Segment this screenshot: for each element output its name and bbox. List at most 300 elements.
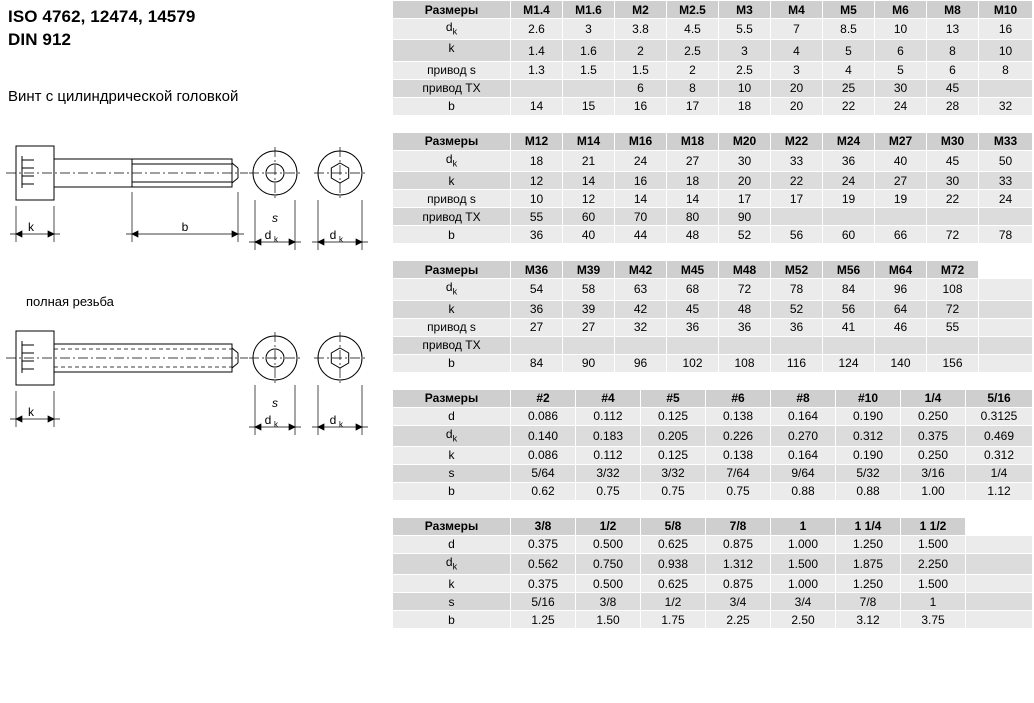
col-header: M22 xyxy=(771,132,823,150)
cell: 52 xyxy=(771,300,823,318)
cell: 1.875 xyxy=(836,553,901,574)
cell: 116 xyxy=(771,354,823,372)
cell: 0.138 xyxy=(706,407,771,425)
cell: 20 xyxy=(771,97,823,115)
row-header: привод s xyxy=(393,190,511,208)
cell: 0.112 xyxy=(576,446,641,464)
row-header: b xyxy=(393,482,511,500)
cell: 0.164 xyxy=(771,446,836,464)
cell: 0.500 xyxy=(576,575,641,593)
row-header: b xyxy=(393,611,511,629)
cell: 3 xyxy=(563,19,615,40)
cell: 50 xyxy=(979,150,1033,171)
row-header: k xyxy=(393,172,511,190)
table-row xyxy=(393,354,1033,372)
row-header: привод TX xyxy=(393,208,511,226)
cell: 16 xyxy=(615,97,667,115)
cell xyxy=(771,208,823,226)
table-header-row xyxy=(393,517,1033,535)
cell-empty xyxy=(979,354,1033,372)
table-row xyxy=(393,97,1033,115)
cell: 2.25 xyxy=(706,611,771,629)
col-header: M33 xyxy=(979,132,1033,150)
cell: 24 xyxy=(823,172,875,190)
cell: 80 xyxy=(667,208,719,226)
svg-text:k: k xyxy=(339,235,343,244)
cell: 36 xyxy=(719,318,771,336)
row-header: $d_k$ xyxy=(393,19,511,40)
cell: 0.875 xyxy=(706,575,771,593)
page-title xyxy=(8,6,195,52)
cell-empty xyxy=(966,611,1033,629)
col-header: Размеры xyxy=(393,517,511,535)
cell: 1.250 xyxy=(836,535,901,553)
cell: 96 xyxy=(875,279,927,300)
cell: 0.750 xyxy=(576,553,641,574)
cell: 0.75 xyxy=(706,482,771,500)
cell: 19 xyxy=(875,190,927,208)
cell: 2.50 xyxy=(771,611,836,629)
cell: 42 xyxy=(615,300,667,318)
cell xyxy=(875,208,927,226)
cell: 3.75 xyxy=(901,611,966,629)
svg-text:b: b xyxy=(181,220,189,234)
cell: 124 xyxy=(823,354,875,372)
svg-text:k: k xyxy=(274,420,278,429)
cell: 0.500 xyxy=(576,535,641,553)
col-header-empty xyxy=(979,261,1033,279)
cell: 3/32 xyxy=(576,464,641,482)
cell: 13 xyxy=(927,19,979,40)
cell: 4.5 xyxy=(667,19,719,40)
col-header: #4 xyxy=(576,389,641,407)
cell: 0.469 xyxy=(966,425,1033,446)
page-subtitle: Винт с цилиндрической головкой xyxy=(8,88,239,105)
screw-drawing-partial-thread xyxy=(0,130,390,270)
cell: 3/16 xyxy=(901,464,966,482)
cell-empty xyxy=(979,318,1033,336)
svg-text:k: k xyxy=(28,220,34,234)
cell-empty xyxy=(979,300,1033,318)
col-header: #10 xyxy=(836,389,901,407)
cell: 0.625 xyxy=(641,535,706,553)
cell-empty xyxy=(979,279,1033,300)
cell: 25 xyxy=(823,79,875,97)
cell: 1 xyxy=(901,593,966,611)
cell: 0.086 xyxy=(511,407,576,425)
cell: 0.3125 xyxy=(966,407,1033,425)
cell: 0.270 xyxy=(771,425,836,446)
cell: 63 xyxy=(615,279,667,300)
cell: 18 xyxy=(719,97,771,115)
cell: 1.3 xyxy=(511,61,563,79)
cell: 2.5 xyxy=(719,61,771,79)
table-row xyxy=(393,336,1033,354)
cell: 0.250 xyxy=(901,446,966,464)
table-row xyxy=(393,425,1033,446)
cell: 156 xyxy=(927,354,979,372)
cell: 12 xyxy=(511,172,563,190)
cell: 1.6 xyxy=(563,40,615,61)
row-header: привод s xyxy=(393,61,511,79)
table-row xyxy=(393,575,1033,593)
cell: 40 xyxy=(563,226,615,244)
cell: 17 xyxy=(771,190,823,208)
cell: 45 xyxy=(667,300,719,318)
title-line-1: ISO 4762, 12474, 14579 xyxy=(8,7,196,26)
cell: 39 xyxy=(563,300,615,318)
col-header: M6 xyxy=(875,1,927,19)
col-header: 5/8 xyxy=(641,517,706,535)
cell: 0.164 xyxy=(771,407,836,425)
cell: 21 xyxy=(563,150,615,171)
cell: 32 xyxy=(615,318,667,336)
cell: 68 xyxy=(667,279,719,300)
row-header: привод TX xyxy=(393,336,511,354)
cell: 2.6 xyxy=(511,19,563,40)
cell: 1.25 xyxy=(511,611,576,629)
col-header: 1 1/2 xyxy=(901,517,966,535)
table-row xyxy=(393,446,1033,464)
cell: 10 xyxy=(875,19,927,40)
col-header: M72 xyxy=(927,261,979,279)
col-header: M2 xyxy=(615,1,667,19)
cell: 22 xyxy=(823,97,875,115)
cell: 55 xyxy=(927,318,979,336)
dimension-table-imperial-large xyxy=(392,517,1033,629)
cell: 36 xyxy=(823,150,875,171)
screw-drawing-full-thread xyxy=(0,315,390,445)
cell: 30 xyxy=(875,79,927,97)
col-header: M10 xyxy=(979,1,1033,19)
row-header: d xyxy=(393,535,511,553)
cell: 16 xyxy=(615,172,667,190)
cell: 48 xyxy=(667,226,719,244)
svg-text:k: k xyxy=(339,420,343,429)
table-row xyxy=(393,79,1033,97)
cell: 19 xyxy=(823,190,875,208)
cell: 55 xyxy=(511,208,563,226)
cell: 0.086 xyxy=(511,446,576,464)
cell: 10 xyxy=(719,79,771,97)
cell: 17 xyxy=(667,97,719,115)
cell: 0.250 xyxy=(901,407,966,425)
col-header: #5 xyxy=(641,389,706,407)
cell: 4 xyxy=(771,40,823,61)
dimension-table-metric-small xyxy=(392,0,1033,116)
cell: 0.938 xyxy=(641,553,706,574)
cell: 0.375 xyxy=(511,535,576,553)
cell: 90 xyxy=(563,354,615,372)
cell: 70 xyxy=(615,208,667,226)
col-header: 5/16 xyxy=(966,389,1033,407)
cell: 54 xyxy=(511,279,563,300)
col-header: M24 xyxy=(823,132,875,150)
cell: 28 xyxy=(927,97,979,115)
cell xyxy=(979,79,1033,97)
cell-empty xyxy=(719,336,771,354)
row-header: b xyxy=(393,97,511,115)
cell: 27 xyxy=(511,318,563,336)
dimension-table-metric-medium xyxy=(392,132,1033,244)
cell: 5/64 xyxy=(511,464,576,482)
cell: 24 xyxy=(615,150,667,171)
cell-empty xyxy=(927,336,979,354)
col-header: M5 xyxy=(823,1,875,19)
cell: 108 xyxy=(927,279,979,300)
table-row xyxy=(393,464,1033,482)
cell: 58 xyxy=(563,279,615,300)
svg-text:s: s xyxy=(272,396,278,410)
cell: 0.140 xyxy=(511,425,576,446)
cell-empty xyxy=(979,336,1033,354)
cell: 0.205 xyxy=(641,425,706,446)
cell: 27 xyxy=(563,318,615,336)
cell: 66 xyxy=(875,226,927,244)
cell: 14 xyxy=(511,97,563,115)
col-header: M18 xyxy=(667,132,719,150)
cell: 0.112 xyxy=(576,407,641,425)
col-header: M20 xyxy=(719,132,771,150)
cell: 17 xyxy=(719,190,771,208)
cell: 14 xyxy=(667,190,719,208)
row-header: $d_k$ xyxy=(393,425,511,446)
dimension-tables xyxy=(392,0,1034,645)
cell: 3/4 xyxy=(771,593,836,611)
col-header: #8 xyxy=(771,389,836,407)
cell-empty xyxy=(966,535,1033,553)
cell: 36 xyxy=(771,318,823,336)
cell: 72 xyxy=(927,300,979,318)
col-header: M16 xyxy=(615,132,667,150)
cell: 0.312 xyxy=(836,425,901,446)
table-row xyxy=(393,190,1033,208)
col-header: 1 1/4 xyxy=(836,517,901,535)
row-header: s xyxy=(393,464,511,482)
cell: 46 xyxy=(875,318,927,336)
cell: 3 xyxy=(771,61,823,79)
col-header: M52 xyxy=(771,261,823,279)
table-row xyxy=(393,172,1033,190)
cell: 45 xyxy=(927,150,979,171)
cell: 1.00 xyxy=(901,482,966,500)
col-header: M36 xyxy=(511,261,563,279)
cell: 8 xyxy=(979,61,1033,79)
cell: 64 xyxy=(875,300,927,318)
cell: 20 xyxy=(771,79,823,97)
cell: 60 xyxy=(563,208,615,226)
row-header: k xyxy=(393,575,511,593)
cell: 27 xyxy=(875,172,927,190)
cell: 0.183 xyxy=(576,425,641,446)
cell-empty xyxy=(615,336,667,354)
cell: 78 xyxy=(771,279,823,300)
cell: 5/16 xyxy=(511,593,576,611)
row-header: d xyxy=(393,407,511,425)
cell-empty xyxy=(966,575,1033,593)
cell: 1.12 xyxy=(966,482,1033,500)
cell: 1.000 xyxy=(771,575,836,593)
col-header: M1.4 xyxy=(511,1,563,19)
col-header: M1.6 xyxy=(563,1,615,19)
cell-empty xyxy=(823,336,875,354)
cell: 140 xyxy=(875,354,927,372)
cell: 1/2 xyxy=(641,593,706,611)
cell xyxy=(563,79,615,97)
cell-empty xyxy=(771,336,823,354)
svg-text:d: d xyxy=(264,228,272,242)
cell: 1.75 xyxy=(641,611,706,629)
cell: 24 xyxy=(875,97,927,115)
cell: 1.5 xyxy=(615,61,667,79)
cell: 0.375 xyxy=(511,575,576,593)
table-row xyxy=(393,593,1033,611)
cell: 1.000 xyxy=(771,535,836,553)
cell: 2.250 xyxy=(901,553,966,574)
table-row xyxy=(393,482,1033,500)
col-header: M14 xyxy=(563,132,615,150)
cell xyxy=(927,208,979,226)
cell: 5.5 xyxy=(719,19,771,40)
cell: 27 xyxy=(667,150,719,171)
table-row xyxy=(393,208,1033,226)
cell: 5/32 xyxy=(836,464,901,482)
cell: 7 xyxy=(771,19,823,40)
cell: 56 xyxy=(823,300,875,318)
cell xyxy=(511,79,563,97)
cell: 14 xyxy=(563,172,615,190)
cell: 30 xyxy=(719,150,771,171)
col-header: #6 xyxy=(706,389,771,407)
cell: 0.62 xyxy=(511,482,576,500)
cell: 0.138 xyxy=(706,446,771,464)
row-header: k xyxy=(393,300,511,318)
cell: 3.8 xyxy=(615,19,667,40)
cell: 1.50 xyxy=(576,611,641,629)
cell: 0.875 xyxy=(706,535,771,553)
cell: 24 xyxy=(979,190,1033,208)
cell-empty xyxy=(667,336,719,354)
cell-empty xyxy=(563,336,615,354)
col-header: M42 xyxy=(615,261,667,279)
svg-text:s: s xyxy=(272,211,278,225)
cell: 4 xyxy=(823,61,875,79)
cell: 3 xyxy=(719,40,771,61)
cell: 12 xyxy=(563,190,615,208)
cell: 1.4 xyxy=(511,40,563,61)
table-header-row xyxy=(393,132,1033,150)
table-row xyxy=(393,318,1033,336)
col-header: Размеры xyxy=(393,132,511,150)
cell: 0.625 xyxy=(641,575,706,593)
cell: 5 xyxy=(823,40,875,61)
cell: 1.500 xyxy=(771,553,836,574)
row-header: $d_k$ xyxy=(393,150,511,171)
col-header: 1/2 xyxy=(576,517,641,535)
row-header: b xyxy=(393,226,511,244)
row-header: привод s xyxy=(393,318,511,336)
svg-text:k: k xyxy=(28,405,34,419)
cell: 10 xyxy=(979,40,1033,61)
cell: 22 xyxy=(927,190,979,208)
dimension-table-metric-large xyxy=(392,260,1033,372)
cell: 7/8 xyxy=(836,593,901,611)
cell: 2 xyxy=(615,40,667,61)
cell: 1.500 xyxy=(901,575,966,593)
col-header: M56 xyxy=(823,261,875,279)
cell: 14 xyxy=(615,190,667,208)
cell: 56 xyxy=(771,226,823,244)
cell: 96 xyxy=(615,354,667,372)
cell: 5 xyxy=(875,61,927,79)
col-header: Размеры xyxy=(393,389,511,407)
col-header: M3 xyxy=(719,1,771,19)
row-header: s xyxy=(393,593,511,611)
cell: 52 xyxy=(719,226,771,244)
cell: 84 xyxy=(823,279,875,300)
svg-text:d: d xyxy=(264,413,272,427)
cell: 3/8 xyxy=(576,593,641,611)
cell: 7/64 xyxy=(706,464,771,482)
cell: 18 xyxy=(667,172,719,190)
col-header: M12 xyxy=(511,132,563,150)
cell: 45 xyxy=(927,79,979,97)
col-header: M27 xyxy=(875,132,927,150)
cell: 1.250 xyxy=(836,575,901,593)
cell: 40 xyxy=(875,150,927,171)
left-column xyxy=(0,0,390,703)
cell: 0.562 xyxy=(511,553,576,574)
table-row xyxy=(393,226,1033,244)
cell: 36 xyxy=(511,300,563,318)
cell-empty xyxy=(511,336,563,354)
cell: 36 xyxy=(667,318,719,336)
cell-empty xyxy=(875,336,927,354)
cell: 1.312 xyxy=(706,553,771,574)
cell: 6 xyxy=(927,61,979,79)
cell: 0.375 xyxy=(901,425,966,446)
cell: 0.190 xyxy=(836,446,901,464)
cell: 90 xyxy=(719,208,771,226)
cell: 60 xyxy=(823,226,875,244)
cell: 8 xyxy=(667,79,719,97)
row-header: k xyxy=(393,40,511,61)
row-header: b xyxy=(393,354,511,372)
row-header: $d_k$ xyxy=(393,279,511,300)
cell: 2 xyxy=(667,61,719,79)
cell: 33 xyxy=(771,150,823,171)
row-header: $d_k$ xyxy=(393,553,511,574)
col-header: 3/8 xyxy=(511,517,576,535)
row-header: привод TX xyxy=(393,79,511,97)
cell: 3/32 xyxy=(641,464,706,482)
cell: 6 xyxy=(615,79,667,97)
col-header: 7/8 xyxy=(706,517,771,535)
svg-text:d: d xyxy=(329,228,337,242)
table-row xyxy=(393,611,1033,629)
full-thread-note: полная резьба xyxy=(26,294,114,309)
cell: 20 xyxy=(719,172,771,190)
cell: 0.125 xyxy=(641,446,706,464)
col-header: 1 xyxy=(771,517,836,535)
cell: 0.88 xyxy=(836,482,901,500)
svg-text:k: k xyxy=(274,235,278,244)
cell: 41 xyxy=(823,318,875,336)
table-row xyxy=(393,407,1033,425)
col-header: 1/4 xyxy=(901,389,966,407)
cell: 0.226 xyxy=(706,425,771,446)
cell: 0.75 xyxy=(576,482,641,500)
